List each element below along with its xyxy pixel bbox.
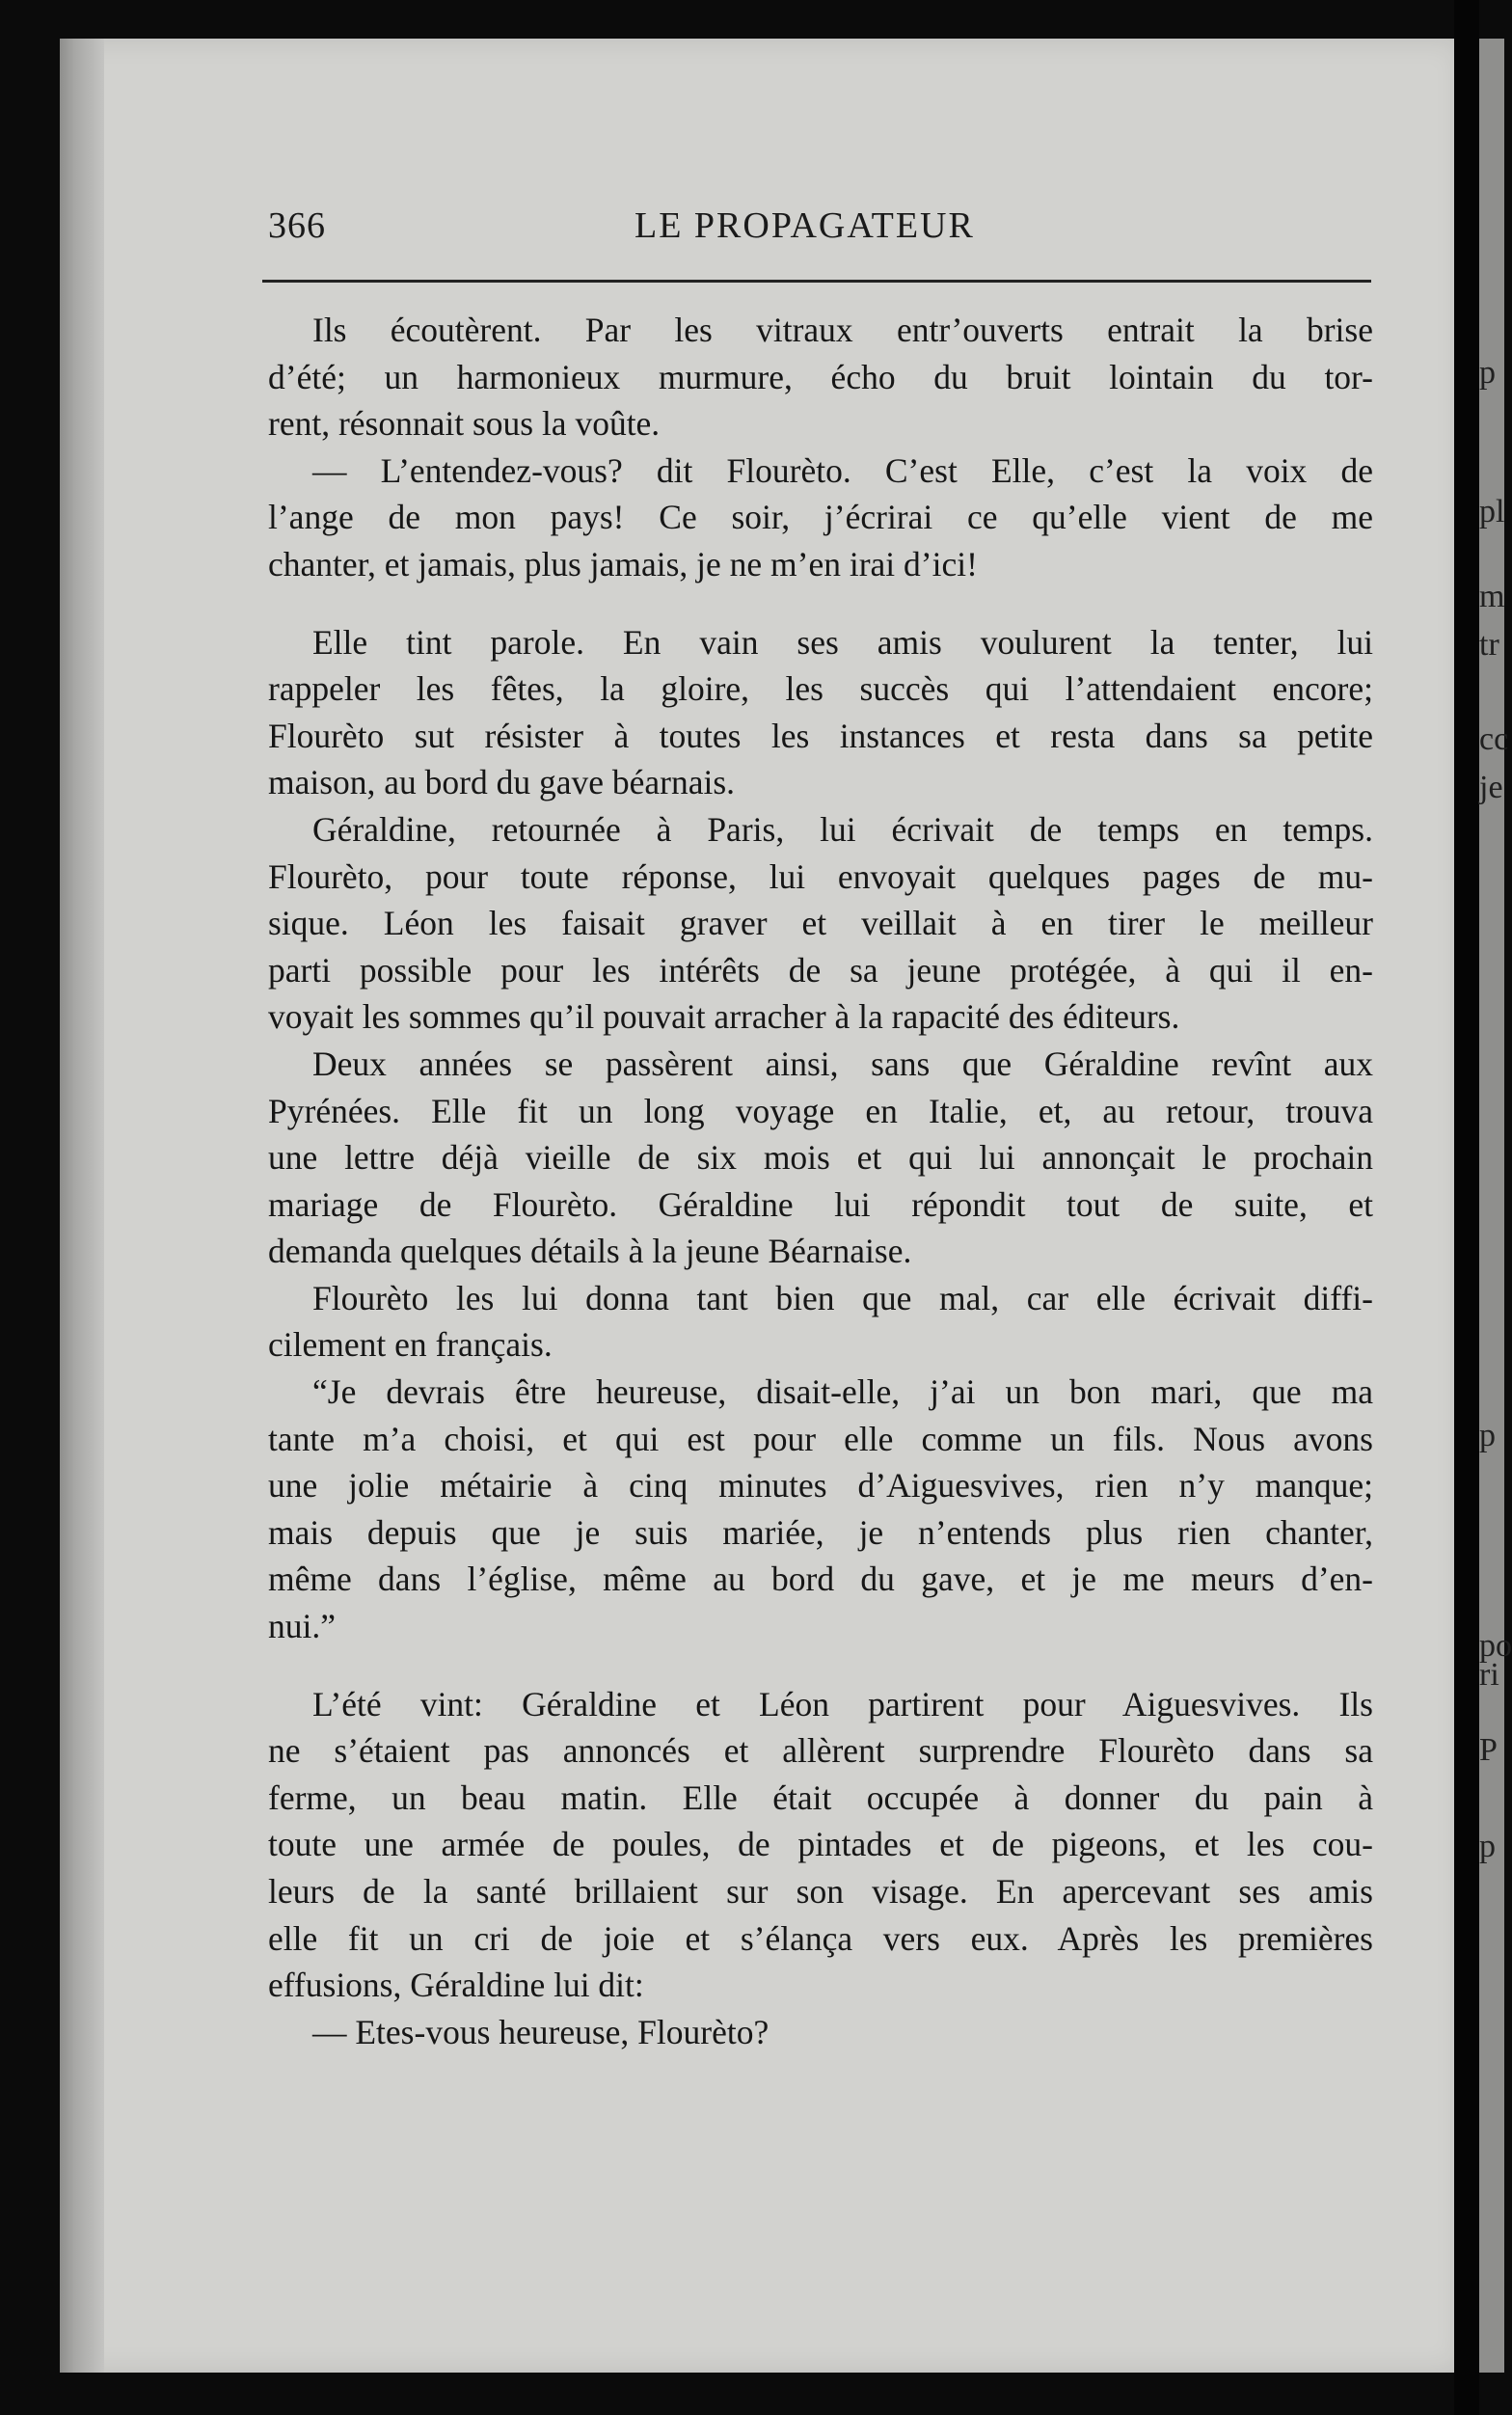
text-line: Ils écoutèrent. Par les vitraux entr’ouverts entrait la brise: [312, 311, 1373, 349]
text-line: une lettre déjà vieille de six mois et qui lui annonçait le prochain: [268, 1138, 1373, 1178]
page-edge-shadow: [60, 39, 104, 2373]
text-line: cilement en français.: [268, 1325, 553, 1365]
text-line: mais depuis que je suis mariée, je n’entends plus rien chanter,: [268, 1512, 1373, 1552]
text-line: ferme, un beau matin. Elle était occupée à donner du pain à: [268, 1777, 1373, 1817]
text-line: mariage de Flourèto. Géraldine lui répondit tout de suite, et: [268, 1184, 1373, 1224]
facing-page-fragment: tr: [1479, 627, 1499, 663]
text-line: rappeler les fêtes, la gloire, les succès qui l’attendaient encore;: [268, 669, 1373, 709]
facing-page-fragment: P: [1479, 1732, 1498, 1768]
text-line: d’été; un harmonieux murmure, écho du bruit lointain du tor-: [268, 357, 1373, 396]
text-line: voyait les sommes qu’il pouvait arracher à la rapacité des éditeurs.: [268, 997, 1180, 1037]
facing-page-fragment: p: [1479, 355, 1496, 391]
text-line: même dans l’église, même au bord du gave, et je me meurs d’en-: [268, 1560, 1373, 1599]
text-line: parti possible pour les intérêts de sa jeune protégée, à qui il en-: [268, 950, 1373, 990]
text-line: chanter, et jamais, plus jamais, je ne m’en irai d’ici!: [268, 544, 978, 583]
text-line: “Je devrais être heureuse, disait-elle, j’ai un bon mari, que ma: [312, 1372, 1373, 1412]
text-line: sique. Léon les faisait graver et veillait à en tirer le meilleur: [268, 904, 1373, 943]
facing-page-fragment: cc: [1479, 721, 1509, 757]
text-line: L’été vint: Géraldine et Léon partirent pour Aiguesvives. Ils: [312, 1684, 1373, 1723]
facing-page-fragment: p: [1479, 1829, 1496, 1864]
facing-page-fragment: pl: [1479, 494, 1505, 529]
body-text: [268, 307, 1373, 2055]
text-line: nui.”: [268, 1607, 336, 1646]
text-line: l’ange de mon pays! Ce soir, j’écrirai ce qu’elle vient de me: [268, 498, 1373, 537]
text-line: toute une armée de poules, de pintades et de pigeons, et les cou-: [268, 1825, 1373, 1864]
text-line: maison, au bord du gave béarnais.: [268, 763, 736, 802]
text-line: — L’entendez-vous? dit Flourèto. C’est Elle, c’est la voix de: [312, 450, 1373, 490]
page-header: [268, 204, 1367, 262]
text-line: Elle tint parole. En vain ses amis voulurent la tenter, lui: [312, 622, 1373, 662]
text-line: elle fit un cri de joie et s’élança vers eux. Après les premières: [268, 1918, 1373, 1958]
text-line: une jolie métairie à cinq minutes d’Aiguesvives, rien n’y manque;: [268, 1466, 1373, 1506]
text-line: Flourèto, pour toute réponse, lui envoyait quelques pages de mu-: [268, 856, 1373, 896]
text-line: ne s’étaient pas annoncés et allèrent surprendre Flourèto dans sa: [268, 1731, 1373, 1771]
running-title: LE PROPAGATEUR: [634, 205, 975, 246]
text-line: Deux années se passèrent ainsi, sans que Géraldine revînt aux: [312, 1044, 1373, 1083]
text-line: — Etes-vous heureuse, Flourèto?: [312, 2012, 770, 2051]
text-line: Pyrénées. Elle fit un long voyage en Italie, et, au retour, trouva: [268, 1091, 1373, 1130]
facing-page-fragment: p: [1479, 1418, 1496, 1453]
text-line: Flourèto sut résister à toutes les instances et resta dans sa petite: [268, 716, 1373, 755]
text-line: Flourèto les lui donna tant bien que mal, car elle écrivait diffi-: [312, 1278, 1373, 1317]
text-line: demanda quelques détails à la jeune Béarnaise.: [268, 1232, 912, 1271]
text-line: tante m’a choisi, et qui est pour elle comme un fils. Nous avons: [268, 1419, 1373, 1458]
text-line: leurs de la santé brillaient sur son visage. En apercevant ses amis: [268, 1872, 1373, 1911]
book-gutter: [1454, 0, 1479, 2415]
text-line: rent, résonnait sous la voûte.: [268, 404, 661, 444]
facing-page-fragment: m: [1479, 579, 1505, 614]
facing-page-fragment: je: [1479, 770, 1503, 805]
header-rule: [262, 280, 1371, 283]
facing-page-fragment: ri: [1479, 1657, 1499, 1693]
text-line: effusions, Géraldine lui dit:: [268, 1966, 644, 2005]
text-line: Géraldine, retournée à Paris, lui écrivait de temps en temps.: [312, 809, 1373, 849]
page-number: 366: [268, 205, 326, 246]
facing-page-fragment: po: [1479, 1628, 1512, 1664]
